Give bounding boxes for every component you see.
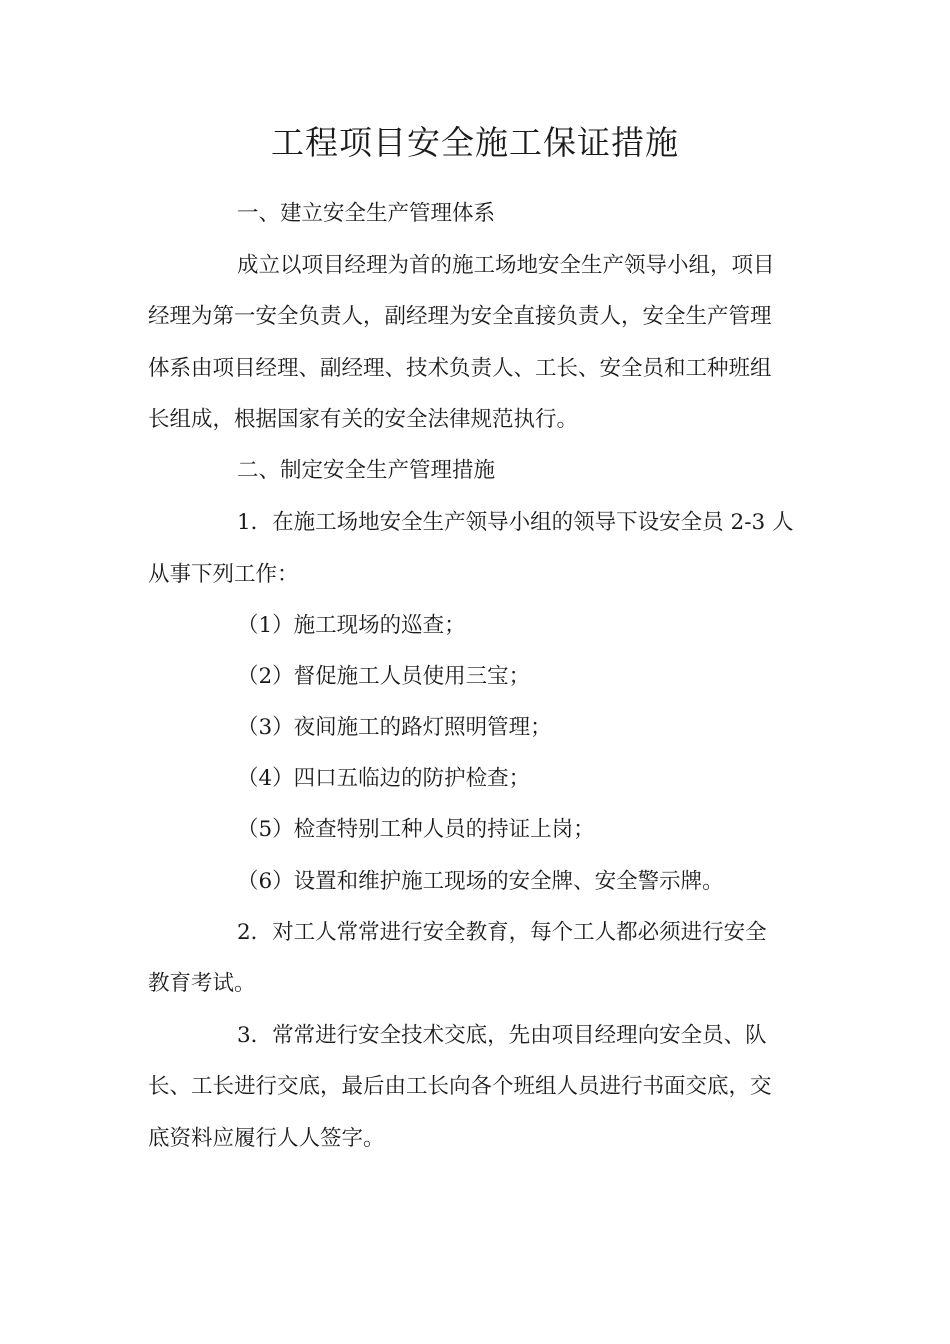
list-item: （5）检查特别工种人员的持证上岗； bbox=[237, 817, 595, 842]
paragraph-line: 教育考试。 bbox=[148, 971, 256, 996]
paragraph-line: 长、工长进行交底，最后由工长向各个班组人员进行书面交底，交 bbox=[148, 1074, 772, 1099]
paragraph-line: 从事下列工作： bbox=[148, 562, 299, 587]
section-heading-2: 二、制定安全生产管理措施 bbox=[237, 458, 496, 483]
paragraph-line: 经理为第一安全负责人，副经理为安全直接负责人，安全生产管理 bbox=[148, 304, 772, 329]
paragraph-line: 体系由项目经理、副经理、技术负责人、工长、安全员和工种班组 bbox=[148, 356, 772, 381]
numbered-item-3: 3．常常进行安全技术交底，先由项目经理向安全员、队 bbox=[237, 1023, 767, 1048]
numbered-item-2: 2．对工人常常进行安全教育，每个工人都必须进行安全 bbox=[237, 920, 767, 945]
paragraph-line: 长组成，根据国家有关的安全法律规范执行。 bbox=[148, 407, 579, 432]
paragraph-line: 成立以项目经理为首的施工场地安全生产领导小组，项目 bbox=[237, 253, 775, 278]
list-item: （4）四口五临边的防护检查； bbox=[237, 766, 531, 791]
list-item: （3）夜间施工的路灯照明管理； bbox=[237, 715, 552, 740]
list-item: （1）施工现场的巡查； bbox=[237, 613, 466, 638]
numbered-item-1: 1．在施工场地安全生产领导小组的领导下设安全员 2-3 人 bbox=[237, 510, 794, 535]
paragraph-line: 底资料应履行人人签字。 bbox=[148, 1126, 385, 1151]
list-item: （6）设置和维护施工现场的安全牌、安全警示牌。 bbox=[237, 869, 724, 894]
document-title: 工程项目安全施工保证措施 bbox=[271, 123, 679, 162]
list-item: （2）督促施工人员使用三宝； bbox=[237, 664, 531, 689]
section-heading-1: 一、建立安全生产管理体系 bbox=[237, 201, 496, 226]
